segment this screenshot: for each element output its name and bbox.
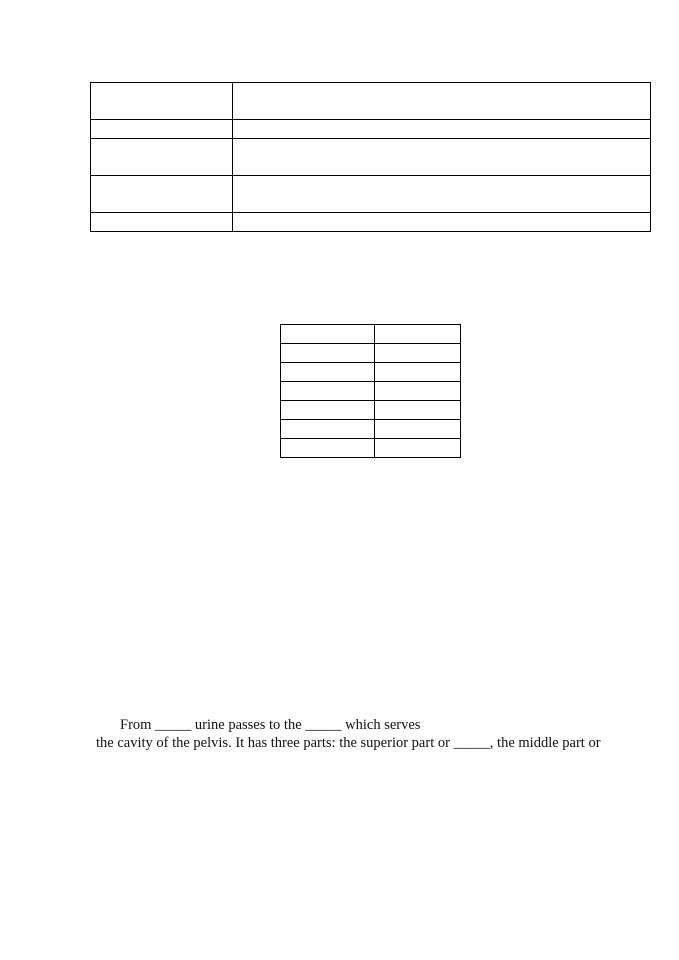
table-cell — [91, 176, 233, 213]
table-cell — [281, 401, 375, 420]
table-row — [281, 363, 461, 382]
table-row — [281, 439, 461, 458]
small-table — [280, 324, 461, 458]
table-cell — [375, 344, 461, 363]
table-cell — [281, 363, 375, 382]
table-cell — [233, 213, 651, 232]
table-row — [281, 382, 461, 401]
table-cell — [233, 176, 651, 213]
table-cell — [233, 120, 651, 139]
table-row — [281, 401, 461, 420]
table-cell — [375, 363, 461, 382]
table-cell — [233, 139, 651, 176]
table-cell — [281, 325, 375, 344]
table-row — [91, 83, 651, 120]
table-cell — [375, 325, 461, 344]
table-cell — [91, 213, 233, 232]
fill-in-paragraph — [96, 716, 656, 752]
table-cell — [281, 382, 375, 401]
table-row — [91, 176, 651, 213]
table-row — [91, 213, 651, 232]
table-cell — [91, 120, 233, 139]
table-row — [281, 325, 461, 344]
table-cell — [91, 83, 233, 120]
wide-table — [90, 82, 651, 232]
paragraph-line: the cavity of the pelvis. It has three parts: the superior part or _____, the middle part or — [96, 735, 601, 751]
table-cell — [375, 382, 461, 401]
table-row — [91, 120, 651, 139]
paragraph-line: From _____ urine passes to the _____ which serves — [120, 717, 421, 733]
table-row — [281, 344, 461, 363]
table-cell — [281, 344, 375, 363]
table-cell — [375, 401, 461, 420]
table-cell — [233, 83, 651, 120]
table-row — [91, 139, 651, 176]
table-cell — [281, 439, 375, 458]
table-cell — [375, 439, 461, 458]
table-row — [281, 420, 461, 439]
table-cell — [375, 420, 461, 439]
table-cell — [91, 139, 233, 176]
table-cell — [281, 420, 375, 439]
